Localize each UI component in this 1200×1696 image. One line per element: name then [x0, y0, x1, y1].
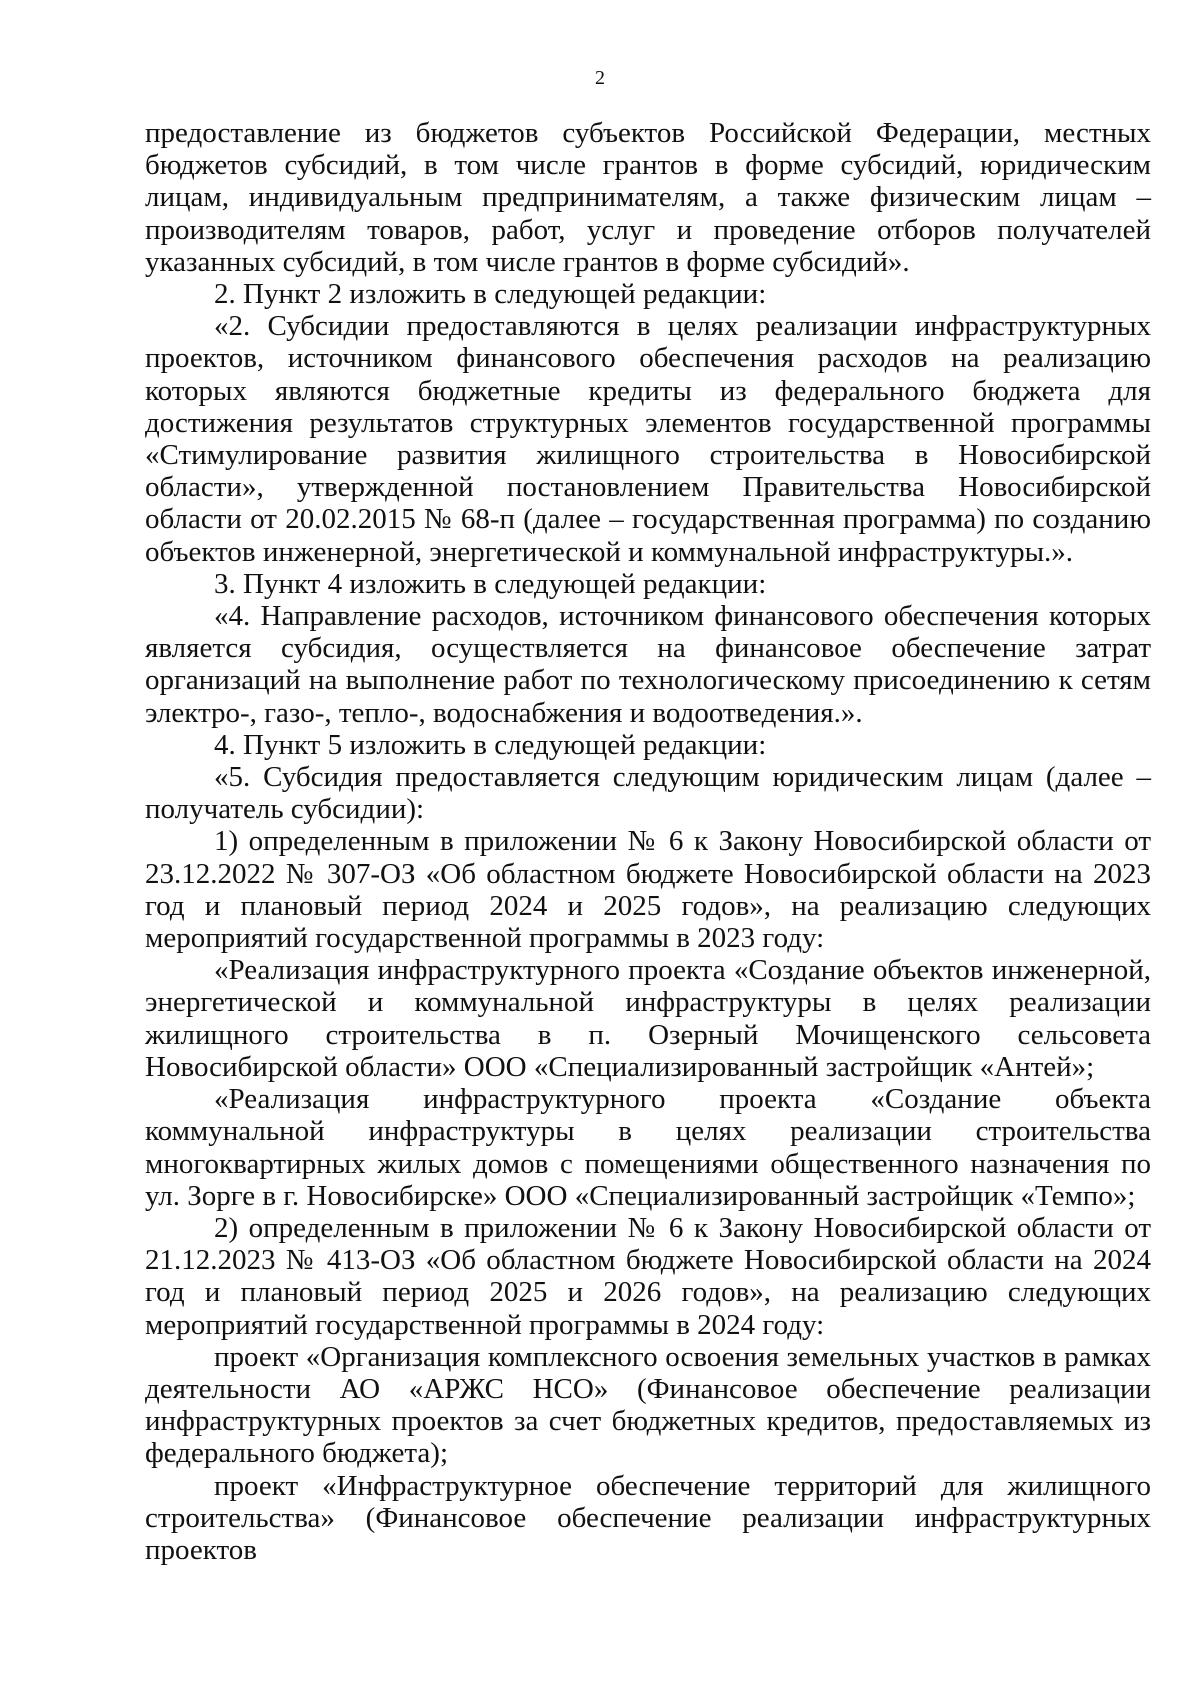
paragraph-project-arzhs: проект «Организация комплексного освоения земельных участков в рамках деятельности АО «АРЖС НСО» (Финансовое обеспечение реализации инфраструктурных проектов за счет бюджетных кредитов, предоставляемых из федерального бюджета); — [145, 1340, 1151, 1470]
paragraph-item-3-text: «4. Направление расходов, источником финансового обеспечения которых является субсидия, осуществляется на финансовое обеспечение затрат организаций на выполнение работ по технологическому присоединению к сетям электро-, газо-, тепло-, водоснабжения и водоотведения.». — [145, 600, 1151, 729]
paragraph-project-tempo: «Реализация инфраструктурного проекта «Создание объекта коммунальной инфраструктуры в целях реализации строительства многоквартирных жилых домов с помещениями общественного назначения по ул. Зорге в г. Новосибирске» ООО «Специализированный застройщик «Темпо»; — [145, 1083, 1151, 1212]
paragraph-subsidy-scope-continuation: предоставление из бюджетов субъектов Российской Федерации, местных бюджетов субсидий, в том числе грантов в форме субсидий, юридическим лицам, индивидуальным предпринимателям, а также физическим лицам – производителям товаров, работ, услуг и проведение отборов получателей указанных субсидий, в том числе грантов в форме субсидий». — [145, 117, 1151, 278]
paragraph-item-4-heading: 4. Пункт 5 изложить в следующей редакции: — [214, 728, 767, 761]
paragraph-item-3-heading: 3. Пункт 4 изложить в следующей редакции: — [214, 567, 767, 600]
paragraph-item-2-text: «2. Субсидии предоставляются в целях реализации инфраструктурных проектов, источником финансового обеспечения расходов на реализацию которых являются бюджетные кредиты из федерального бюджета для достижения результатов структурных элементов государственной программы «Стимулирование развития жилищного строительства в Новосибирской области», утвержденной постановлением Правительства Новосибирской области от 20.02.2015 № 68-п (далее – государственная программа) по созданию объектов инженерной, энергетической и коммунальной инфраструктуры.». — [145, 310, 1151, 568]
paragraph-project-infrastructure: проект «Инфраструктурное обеспечение территорий для жилищного строительства» (Финансовое обеспечение реализации инфраструктурных проектов — [145, 1469, 1151, 1566]
paragraph-subitem-2: 2) определенным в приложении № 6 к Закону Новосибирской области от 21.12.2023 № 413-ОЗ «Об областном бюджете Новосибирской области на 2024 год и плановый период 2025 и 2026 годов», на реализацию следующих мероприятий государственной программы в 2024 году: — [145, 1211, 1151, 1341]
paragraph-project-antey: «Реализация инфраструктурного проекта «Создание объектов инженерной, энергетической и коммунальной инфраструктуры в целях реализации жилищного строительства в п. Озерный Мочищенского сельсовета Новосибирской области» ООО «Специализированный застройщик «Антей»; — [145, 954, 1151, 1083]
page-number: 2 — [595, 67, 605, 89]
paragraph-item-2-heading: 2. Пункт 2 изложить в следующей редакции: — [214, 278, 767, 311]
document-body — [145, 117, 1151, 1566]
paragraph-item-4-text: «5. Субсидия предоставляется следующим юридическим лицам (далее – получатель субсидии): — [145, 761, 1151, 826]
paragraph-subitem-1: 1) определенным в приложении № 6 к Закону Новосибирской области от 23.12.2022 № 307-ОЗ «Об областном бюджете Новосибирской области на 2023 год и плановый период 2024 и 2025 годов», на реализацию следующих мероприятий государственной программы в 2023 году: — [145, 825, 1151, 955]
